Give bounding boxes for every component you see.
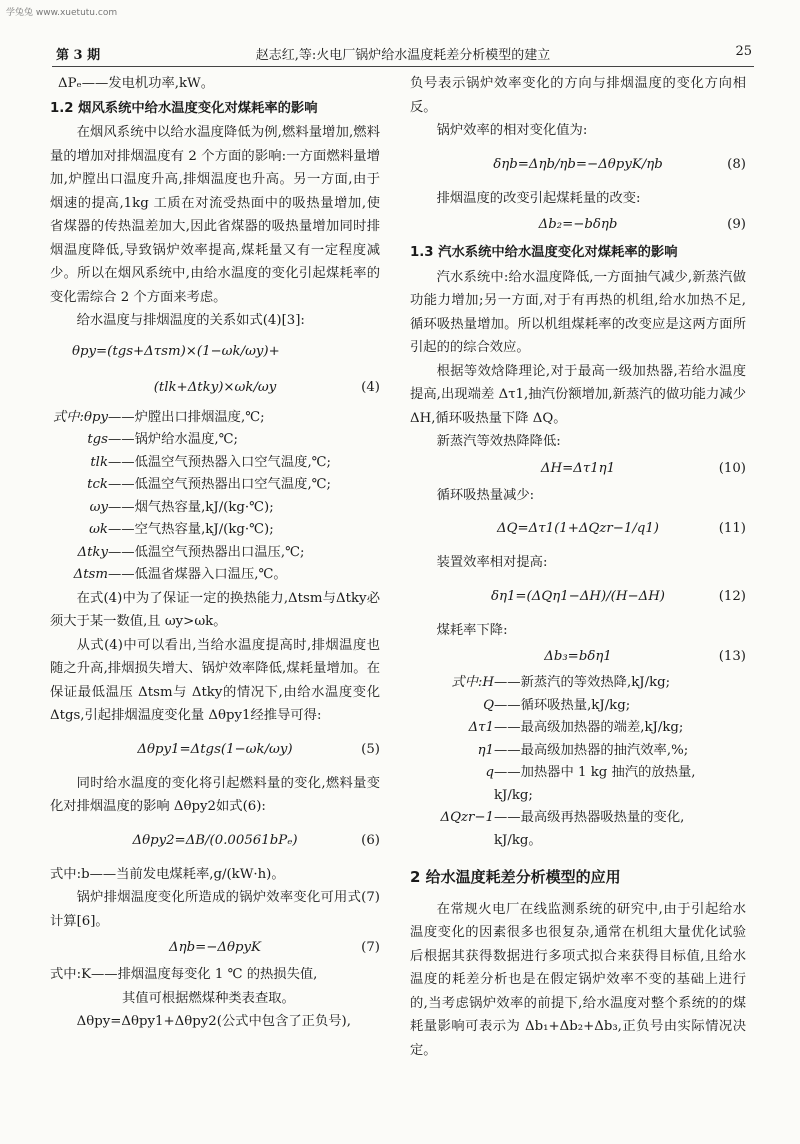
section-heading-2: 2 给水温度耗差分析模型的应用 xyxy=(410,868,621,886)
symbol-definitions-4 xyxy=(50,407,380,587)
definition-row: ΔQzr−1 ——最高级再热器吸热量的变化, xyxy=(440,810,685,825)
paragraph: 根据等效焓降理论,对于最高一级加热器,若给水温度提高,出现端差 Δτ1,抽汽份额增加,新蒸汽的做功能力减少 ΔH,循环吸热量下降 ΔQ。 xyxy=(410,363,746,426)
definition-row: η1 ——最高级加热器的抽汽效率,%; xyxy=(477,742,689,758)
equation-8: δηb=Δηb/ηb=−ΔθpyK/ηb (8) xyxy=(410,145,746,185)
left-column xyxy=(50,72,380,1034)
paragraph: ΔPₑ——发电机功率,kW。 xyxy=(58,76,215,91)
paragraph: 锅炉排烟温度变化所造成的锅炉效率变化可用式(7)计算[6]。 xyxy=(50,890,380,929)
definition-row: ωy ——烟气热容量,kJ/(kg·℃); xyxy=(89,499,274,515)
equation-12: δη1=(ΔQη1−ΔH)/(H−ΔH) (12) xyxy=(410,577,746,617)
equation-4-line1: θpy=(tgs+Δτsm)×(1−ωk/ωy)+ xyxy=(72,343,280,359)
issue-number: 第 3 期 xyxy=(56,48,101,63)
running-title: 赵志红,等:火电厂锅炉给水温度耗差分析模型的建立 xyxy=(255,48,551,63)
equation-number: (5) xyxy=(361,741,380,757)
definition-row: ωk ——空气热容量,kJ/(kg·℃); xyxy=(89,522,274,537)
definition-row: Δτ1 ——最高级加热器的端差,kJ/kg; xyxy=(468,720,684,735)
paragraph: 给水温度与排烟温度的关系如式(4)[3]: xyxy=(76,313,305,328)
definition-b: 式中:b——当前发电煤耗率,g/(kW·h)。 xyxy=(50,866,285,882)
equation-6: Δθpy2=ΔB/(0.00561bPₑ) (6) xyxy=(50,821,380,861)
paragraph: 汽水系统中:给水温度降低,一方面抽气减少,新蒸汽做功能力增加;另一方面,对于有再热的机组,给水加热不足,循环吸热量增加。所以机组煤耗率的改变应是这两方面所引起的的综合效应。 xyxy=(410,269,746,355)
equation-10: ΔH=Δτ1η1 (10) xyxy=(410,454,746,484)
definition-row: Δtky ——低温空气预热器出口温压,℃; xyxy=(77,544,305,560)
definition-row: tck ——低温空气预热器出口空气温度,℃; xyxy=(87,477,332,492)
equation-number: (8) xyxy=(727,156,746,172)
definition-row: Q ——循环吸热量,kJ/kg; xyxy=(483,697,631,713)
equation-number: (10) xyxy=(718,460,746,476)
equation-number: (12) xyxy=(718,588,746,604)
page-header xyxy=(52,42,754,67)
paragraph: 从式(4)中可以看出,当给水温度提高时,排烟温度也随之升高,排烟损失增大、锅炉效率降低,煤耗量增加。在保证最低温压 Δtsm与 Δtky的情况下,由给水温度变化 Δtgs,引起排烟温度变化量 Δθpy1经推导可得: xyxy=(50,637,380,723)
definition-row: q ——加热器中 1 kg 抽汽的放热量, xyxy=(485,765,696,780)
equation-9: Δb₂=−bδηb (9) xyxy=(410,210,746,240)
equation-7: Δηb=−ΔθpyK (7) xyxy=(50,933,380,963)
paragraph: 在式(4)中为了保证一定的换热能力,Δtsm与Δtky必须大于某一数值,且 ωy>ωk。 xyxy=(50,590,380,629)
definition-row: 式中:θpy ——炉膛出口排烟温度,℃; xyxy=(52,409,265,425)
paragraph: 在常规火电厂在线监测系统的研究中,由于引起给水温度变化的因素很多也很复杂,通常在机组大量优化试验后根据其获得数据进行多项式拟合来获得目标值,且给水温度的耗差分析也是在假定锅炉效率不变的基础上进行的,当考虑锅炉效率的前提下,给水温度对整个系统的的煤耗量影响可表示为 Δb₁+Δb₂+Δb₃,正负号由实际情况决定。 xyxy=(410,901,746,1058)
section-heading-1-3: 1.3 汽水系统中给水温度变化对煤耗率的影响 xyxy=(410,245,678,260)
paragraph-eq-sum: Δθpy=Δθpy1+Δθpy2(公式中包含了正负号), xyxy=(76,1014,351,1029)
equation-5: Δθpy1=Δtgs(1−ωk/ωy) (5) xyxy=(50,730,380,770)
equation-13: Δb₃=bδη1 (13) xyxy=(410,642,746,672)
equation-number: (6) xyxy=(361,832,380,848)
equation-number: (7) xyxy=(361,940,380,955)
definition-row: kJ/kg。 xyxy=(494,832,542,848)
page-number: 25 xyxy=(735,44,752,59)
symbol-definitions-13 xyxy=(410,672,746,852)
definition-row: 式中:H ——新蒸汽的等效热降,kJ/kg; xyxy=(451,675,671,690)
watermark: 学兔兔 www.xuetutu.com xyxy=(6,8,118,18)
paragraph: 排烟温度的改变引起煤耗量的改变: xyxy=(436,190,641,206)
definition-row: Δtsm ——低温省煤器入口温压,℃。 xyxy=(73,567,287,582)
paragraph: 循环吸热量减少: xyxy=(436,487,535,503)
equation-number: (4) xyxy=(361,379,380,395)
equation-number: (9) xyxy=(727,217,746,232)
equation-number: (11) xyxy=(718,521,746,536)
definition-k-cont: 其值可根据燃煤种类表查取。 xyxy=(122,990,295,1006)
paragraph: 在烟风系统中以给水温度降低为例,燃料量增加,燃料量的增加对排烟温度有 2 个方面的影响:一方面燃料量增加,炉膛出口温度升高,排烟温度也升高。另一方面,由于烟速的提高,1kg 工质在对流受热面中的吸热量增加,使省煤器的传热温差加大,因此省煤器的吸热量增加同时排烟温度降低,导致锅炉效率提高,煤耗量又有一定程度减少。所以在烟风系统中,由给水温度的变化引起煤耗率的变化需综合 2 个方面来考虑。 xyxy=(50,125,380,305)
definition-row: tgs ——锅炉给水温度,℃; xyxy=(87,432,238,447)
paragraph: 新蒸汽等效热降降低: xyxy=(436,434,561,449)
paragraph: 煤耗率下降: xyxy=(436,622,508,638)
paragraph: 锅炉效率的相对变化值为: xyxy=(436,123,588,138)
definition-row: kJ/kg; xyxy=(494,787,533,803)
equation-number: (13) xyxy=(718,649,746,664)
equation-11: ΔQ=Δτ1(1+ΔQzr−1/q1) (11) xyxy=(410,509,746,549)
definition-k: 式中:K——排烟温度每变化 1 ℃ 的热损失值, xyxy=(50,967,318,982)
right-column xyxy=(410,72,746,1062)
definition-row: tlk ——低温空气预热器入口空气温度,℃; xyxy=(90,454,332,470)
equation-4-line2: (tlk+Δtky)×ωk/ωy (4) xyxy=(50,371,380,405)
section-heading-1-2: 1.2 烟风系统中给水温度变化对煤耗率的影响 xyxy=(50,100,318,116)
paragraph: 同时给水温度的变化将引起燃料量的变化,燃料量变化对排烟温度的影响 Δθpy2如式(6): xyxy=(50,775,380,814)
paragraph: 负号表示锅炉效率变化的方向与排烟温度的变化方向相反。 xyxy=(410,76,746,115)
paragraph: 装置效率相对提高: xyxy=(436,555,548,570)
